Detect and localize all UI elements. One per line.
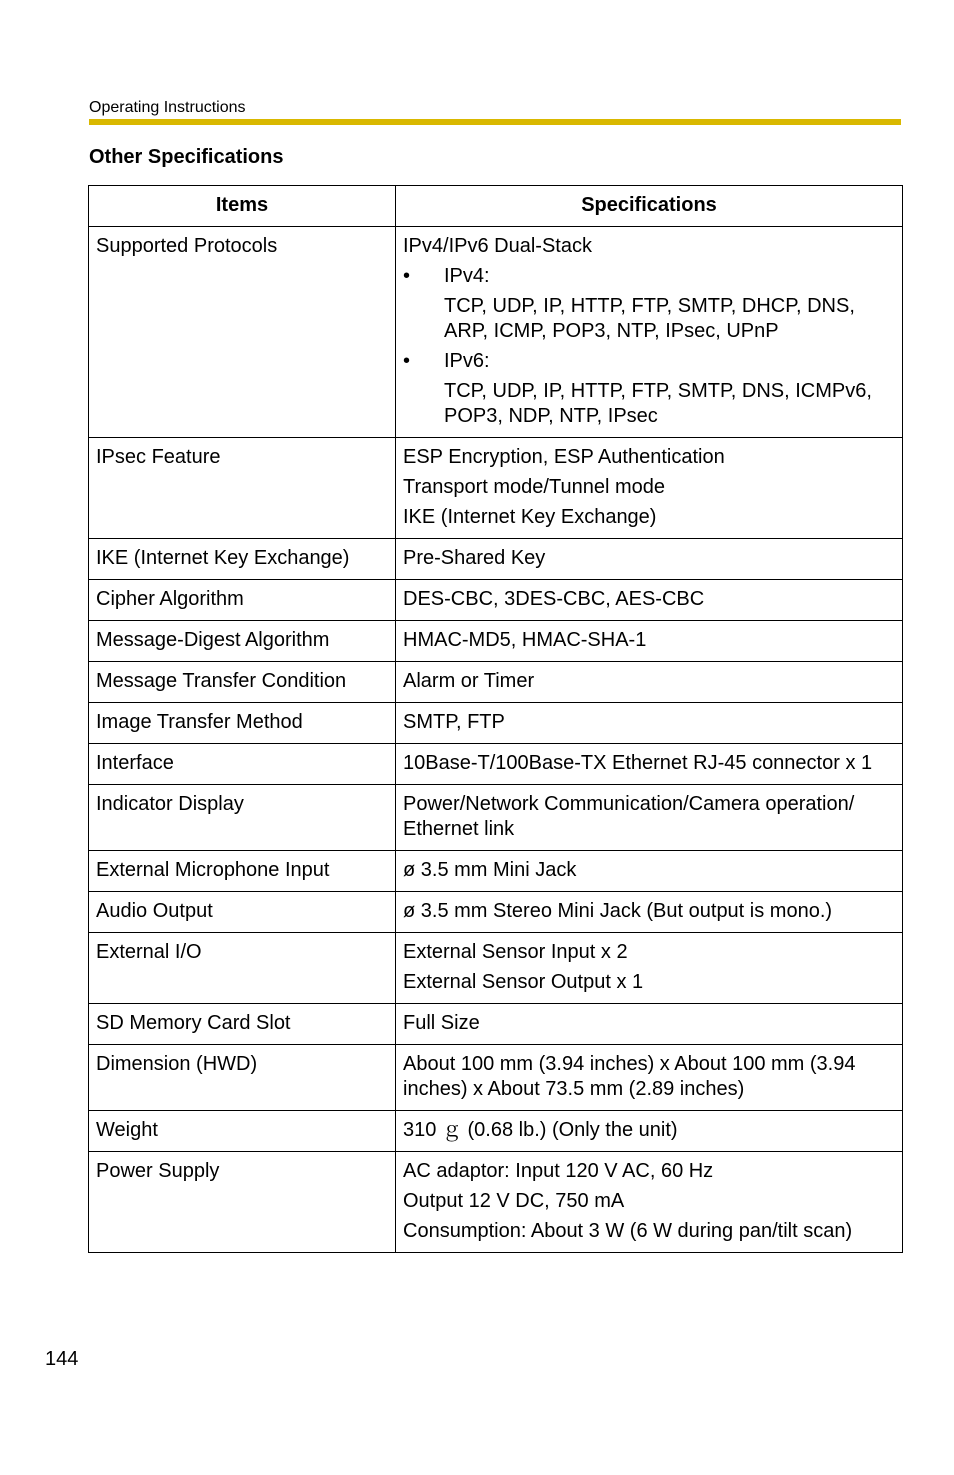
spec-cell xyxy=(396,1045,903,1111)
spec-cell xyxy=(396,703,903,744)
table-row xyxy=(89,703,903,744)
table-row xyxy=(89,785,903,851)
running-header: Operating Instructions xyxy=(89,99,246,116)
item-cell: IPsec Feature xyxy=(89,438,396,539)
item-cell: Image Transfer Method xyxy=(89,703,396,744)
spec-line: External Sensor Input x 2 xyxy=(403,941,628,963)
spec-cell xyxy=(396,1111,903,1152)
header-rule xyxy=(89,119,901,125)
table-row xyxy=(89,1045,903,1111)
spec-cell xyxy=(396,1152,903,1253)
spec-cell xyxy=(396,785,903,851)
spec-cell xyxy=(396,933,903,1004)
protocol-list: TCP, UDP, IP, HTTP, FTP, SMTP, DHCP, DNS, ARP, ICMP, POP3, NTP, IPsec, UPnP xyxy=(444,295,855,342)
spec-line: AC adaptor: Input 120 V AC, 60 Hz xyxy=(403,1160,714,1182)
page-number: 144 xyxy=(45,1348,79,1370)
spec-line: ø 3.5 mm Mini Jack xyxy=(403,859,577,881)
item-cell: Audio Output xyxy=(89,892,396,933)
item-cell: Power Supply xyxy=(89,1152,396,1253)
item-cell: IKE (Internet Key Exchange) xyxy=(89,539,396,580)
table-row xyxy=(89,539,903,580)
item-cell: External Microphone Input xyxy=(89,851,396,892)
spec-cell xyxy=(396,1004,903,1045)
spec-cell xyxy=(396,662,903,703)
item-cell: Supported Protocols xyxy=(89,227,396,438)
bullet-label: IPv4: xyxy=(444,265,490,287)
bullet-item-ipv6 xyxy=(403,349,895,429)
bullet-mark: • xyxy=(403,265,411,287)
spec-line: Full Size xyxy=(403,1012,480,1034)
spec-cell xyxy=(396,227,903,438)
spec-line: Alarm or Timer xyxy=(403,670,535,692)
spec-cell xyxy=(396,744,903,785)
section-title: Other Specifications xyxy=(89,146,284,168)
spec-cell xyxy=(396,851,903,892)
protocol-list: TCP, UDP, IP, HTTP, FTP, SMTP, DNS, ICMPv6, POP3, NDP, NTP, IPsec xyxy=(444,380,872,427)
spec-line: Pre-Shared Key xyxy=(403,547,546,569)
spec-cell xyxy=(396,438,903,539)
item-cell: Indicator Display xyxy=(89,785,396,851)
bullet-item-ipv4 xyxy=(403,264,895,344)
table-row xyxy=(89,1004,903,1045)
spec-cell xyxy=(396,892,903,933)
spec-cell xyxy=(396,580,903,621)
spec-line: IPv4/IPv6 Dual-Stack xyxy=(403,235,592,257)
column-header-specifications: Specifications xyxy=(396,186,903,227)
table-row xyxy=(89,438,903,539)
spec-line: DES-CBC, 3DES-CBC, AES-CBC xyxy=(403,588,705,610)
table-row xyxy=(89,933,903,1004)
spec-line: 310 ｇ (0.68 lb.) (Only the unit) xyxy=(403,1119,678,1141)
table-row xyxy=(89,1152,903,1253)
table-row xyxy=(89,892,903,933)
item-cell: External I/O xyxy=(89,933,396,1004)
item-cell: Cipher Algorithm xyxy=(89,580,396,621)
table-row xyxy=(89,621,903,662)
spec-line: ø 3.5 mm Stereo Mini Jack (But output is mono.) xyxy=(403,900,833,922)
spec-line: SMTP, FTP xyxy=(403,711,505,733)
table-header-row xyxy=(89,186,903,227)
spec-line: Output 12 V DC, 750 mA xyxy=(403,1190,625,1212)
item-cell: Message-Digest Algorithm xyxy=(89,621,396,662)
spec-line: Power/Network Communication/Camera operation/ Ethernet link xyxy=(403,793,855,840)
item-cell: SD Memory Card Slot xyxy=(89,1004,396,1045)
table-row xyxy=(89,744,903,785)
bullet-mark: • xyxy=(403,350,411,372)
bullet-label: IPv6: xyxy=(444,350,490,372)
spec-line: About 100 mm (3.94 inches) x About 100 mm (3.94 inches) x About 73.5 mm (2.89 inches) xyxy=(403,1053,856,1100)
item-cell: Weight xyxy=(89,1111,396,1152)
item-cell: Dimension (HWD) xyxy=(89,1045,396,1111)
table-row xyxy=(89,662,903,703)
item-cell: Message Transfer Condition xyxy=(89,662,396,703)
table-row xyxy=(89,227,903,438)
spec-line: Consumption: About 3 W (6 W during pan/tilt scan) xyxy=(403,1220,853,1242)
table-row xyxy=(89,851,903,892)
spec-line: HMAC-MD5, HMAC-SHA-1 xyxy=(403,629,647,651)
spec-line: External Sensor Output x 1 xyxy=(403,971,644,993)
spec-line: Transport mode/Tunnel mode xyxy=(403,476,665,498)
column-header-items: Items xyxy=(89,186,396,227)
spec-line: ESP Encryption, ESP Authentication xyxy=(403,446,725,468)
spec-line: IKE (Internet Key Exchange) xyxy=(403,506,657,528)
spec-cell xyxy=(396,621,903,662)
spec-cell xyxy=(396,539,903,580)
table-row xyxy=(89,1111,903,1152)
table-row xyxy=(89,580,903,621)
item-cell: Interface xyxy=(89,744,396,785)
specifications-table xyxy=(88,185,903,1253)
spec-line: 10Base-T/100Base-TX Ethernet RJ-45 connector x 1 xyxy=(403,752,873,774)
